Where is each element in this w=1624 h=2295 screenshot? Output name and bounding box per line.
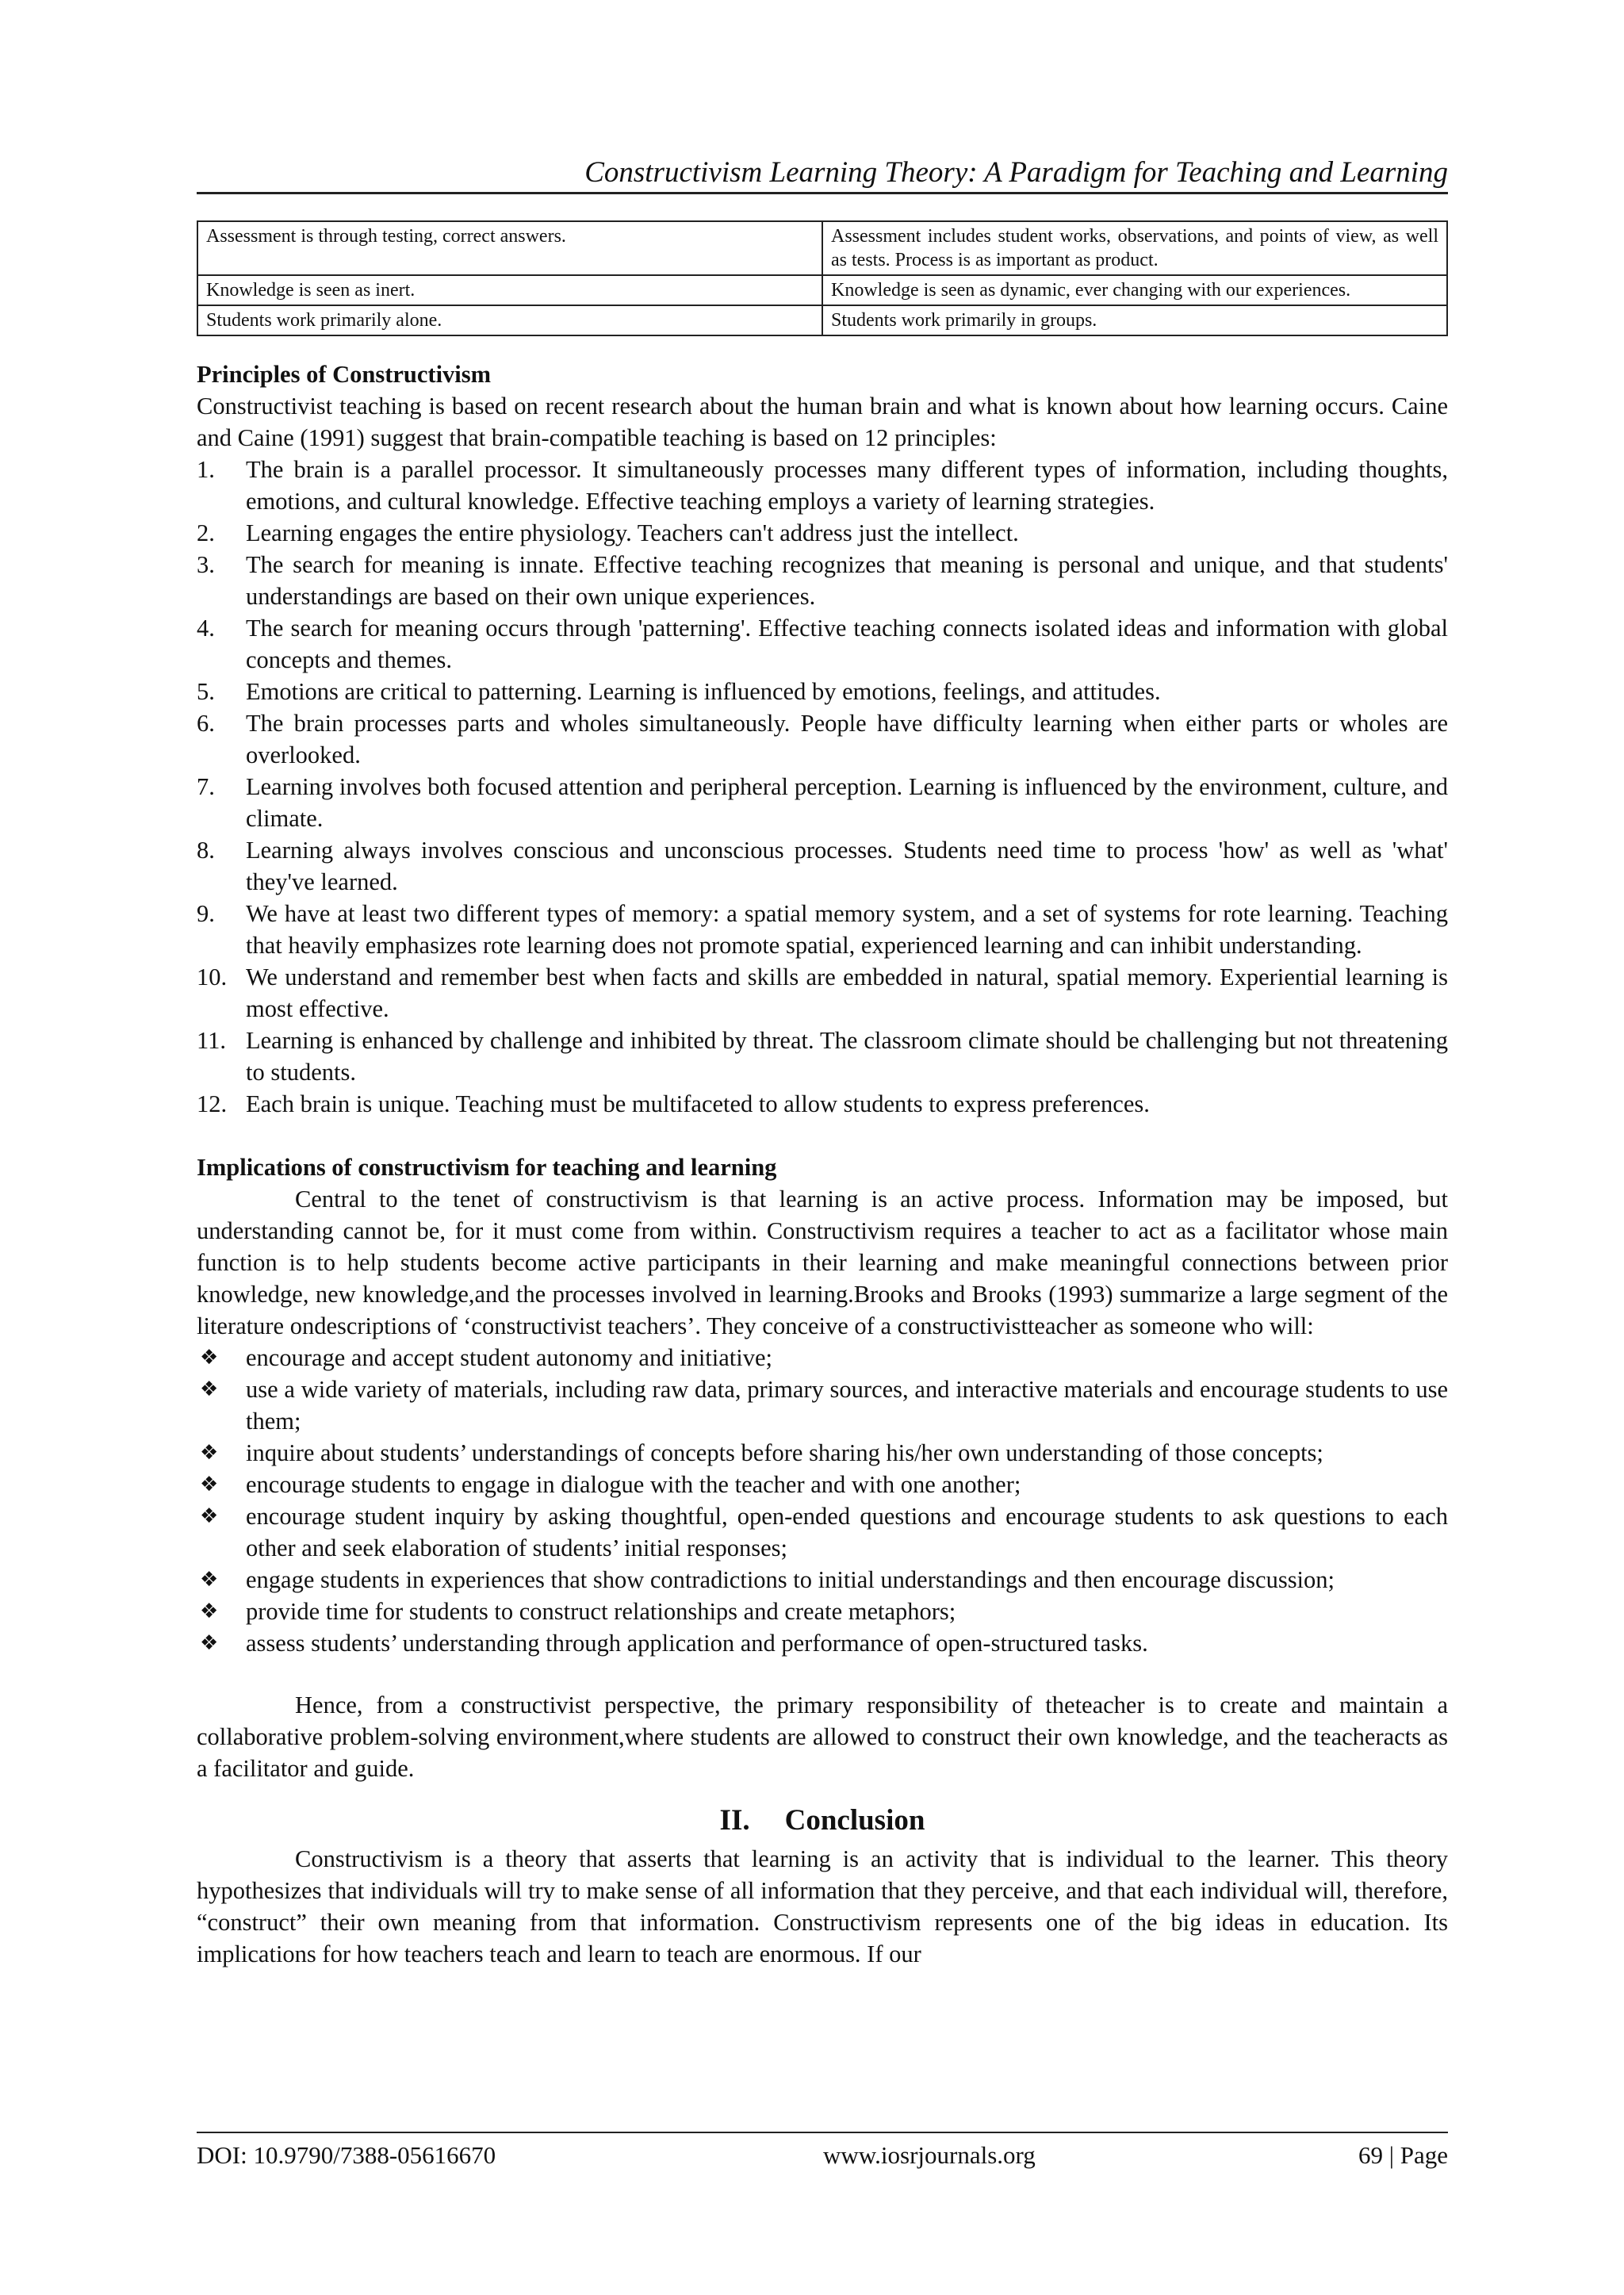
diamond-bullet-icon: ❖ bbox=[200, 1441, 219, 1465]
journal-site: www.iosrjournals.org bbox=[823, 2141, 1036, 2169]
table-cell: Assessment includes student works, observations, and points of view, as well as tests. Process is as important as product. bbox=[822, 221, 1447, 275]
list-item bbox=[197, 1564, 1448, 1596]
item-text: inquire about students’ understandings of concepts before sharing his/her own understanding of those concepts; bbox=[246, 1439, 1323, 1466]
item-text: provide time for students to construct relationships and create metaphors; bbox=[246, 1598, 956, 1625]
item-number: 12. bbox=[197, 1090, 228, 1117]
table-row bbox=[197, 305, 1447, 335]
list-item bbox=[197, 1025, 1448, 1088]
item-text: We have at least two different types of memory: a spatial memory system, and a set of systems for rote learning. Teaching that heavily emphasizes rote learning does not promote spatial, experienced learning and can inhibit understanding. bbox=[246, 900, 1448, 959]
item-number: 8. bbox=[197, 837, 215, 864]
list-item bbox=[197, 961, 1448, 1025]
item-text: encourage students to engage in dialogue with the teacher and with one another; bbox=[246, 1471, 1021, 1498]
section-numeral: II. bbox=[719, 1804, 750, 1837]
list-item bbox=[197, 898, 1448, 961]
table-row bbox=[197, 221, 1447, 275]
principles-intro: Constructivist teaching is based on recent research about the human brain and what is known about how learning occurs. Caine and Caine (1991) suggest that brain-compatible teaching is based on 12 principles: bbox=[197, 393, 1448, 451]
item-text: encourage and accept student autonomy and initiative; bbox=[246, 1344, 772, 1371]
item-number: 7. bbox=[197, 773, 215, 800]
list-item bbox=[197, 676, 1448, 707]
section-title: Conclusion bbox=[784, 1804, 925, 1837]
item-text: Each brain is unique. Teaching must be multifaceted to allow students to express preferences. bbox=[246, 1090, 1150, 1117]
conclusion-paragraph: Constructivism is a theory that asserts that learning is an activity that is individual to the learner. This theory hypothesizes that individuals will try to make sense of all information that they perceive, and that each individual will, therefore, “construct” their own meaning from that information. Constructivism represents one of the big ideas in education. Its implications for how teachers teach and learn to teach are enormous. If our bbox=[197, 1845, 1448, 1967]
list-item bbox=[197, 1469, 1448, 1500]
list-item bbox=[197, 1437, 1448, 1469]
item-number: 9. bbox=[197, 900, 215, 927]
list-item bbox=[197, 707, 1448, 771]
diamond-bullet-icon: ❖ bbox=[200, 1346, 219, 1370]
spacer bbox=[197, 1120, 1448, 1151]
list-item bbox=[197, 1627, 1448, 1659]
list-item bbox=[197, 1596, 1448, 1627]
item-text: assess students’ understanding through application and performance of open-structured tasks. bbox=[246, 1630, 1148, 1657]
item-number: 3. bbox=[197, 551, 215, 578]
table-cell: Assessment is through testing, correct answers. bbox=[197, 221, 822, 275]
list-item bbox=[197, 1342, 1448, 1374]
list-item bbox=[197, 549, 1448, 612]
table-row bbox=[197, 275, 1447, 305]
list-item bbox=[197, 834, 1448, 898]
diamond-bullet-icon: ❖ bbox=[200, 1631, 219, 1655]
footer-rule bbox=[197, 2132, 1448, 2133]
item-text: Learning involves both focused attention and peripheral perception. Learning is influenced by the environment, culture, and climate. bbox=[246, 773, 1448, 832]
item-text: We understand and remember best when facts and skills are embedded in natural, spatial memory. Experiential learning is most effective. bbox=[246, 964, 1448, 1022]
list-item bbox=[197, 1088, 1448, 1120]
table-cell: Students work primarily in groups. bbox=[822, 305, 1447, 335]
item-text: Emotions are critical to patterning. Learning is influenced by emotions, feelings, and attitudes. bbox=[246, 678, 1161, 705]
item-text: encourage student inquiry by asking thoughtful, open-ended questions and encourage students to ask questions to each other and seek elaboration of students’ initial responses; bbox=[246, 1503, 1448, 1561]
diamond-bullet-icon: ❖ bbox=[200, 1504, 219, 1528]
item-number: 1. bbox=[197, 456, 215, 483]
item-text: Learning is enhanced by challenge and inhibited by threat. The classroom climate should be challenging but not threatening to students. bbox=[246, 1027, 1448, 1086]
running-head: Constructivism Learning Theory: A Paradigm for Teaching and Learning bbox=[584, 156, 1448, 189]
table-cell: Students work primarily alone. bbox=[197, 305, 822, 335]
item-text: use a wide variety of materials, including raw data, primary sources, and interactive materials and encourage students to use them; bbox=[246, 1376, 1448, 1435]
doi-text: DOI: 10.9790/7388-05616670 bbox=[197, 2141, 496, 2169]
list-item bbox=[197, 517, 1448, 549]
item-number: 5. bbox=[197, 678, 215, 705]
item-number: 2. bbox=[197, 519, 215, 546]
implications-paragraph: Central to the tenet of constructivism is that learning is an active process. Information may be imposed, but understanding cannot be, for it must come from within. Constructivism requires a teacher to act as a facilitator whose main function is to help students become active participants in their learning and make meaningful connections between prior knowledge, new knowledge,and the processes involved in learning.Brooks and Brooks (1993) summarize a large segment of the literature ondescriptions of ‘constructivist teachers’. They conceive of a constructivistteacher as someone who will: bbox=[197, 1186, 1448, 1339]
list-item bbox=[197, 612, 1448, 676]
item-number: 4. bbox=[197, 615, 215, 642]
item-text: The brain is a parallel processor. It simultaneously processes many different types of information, including thoughts, emotions, and cultural knowledge. Effective teaching employs a variety of learning strategies. bbox=[246, 456, 1448, 515]
implications-heading: Implications of constructivism for teaching and learning bbox=[197, 1154, 777, 1181]
item-text: Learning always involves conscious and unconscious processes. Students need time to process 'how' as well as 'what' they've learned. bbox=[246, 837, 1448, 895]
comparison-table bbox=[197, 220, 1448, 336]
item-number: 10. bbox=[197, 964, 228, 990]
diamond-bullet-icon: ❖ bbox=[200, 1568, 219, 1592]
table-cell: Knowledge is seen as dynamic, ever changing with our experiences. bbox=[822, 275, 1447, 305]
item-text: The search for meaning occurs through 'patterning'. Effective teaching connects isolated ideas and information with global concepts and themes. bbox=[246, 615, 1448, 673]
principles-list bbox=[197, 454, 1448, 1120]
list-item bbox=[197, 1500, 1448, 1564]
page-number: 69 | Page bbox=[1358, 2141, 1448, 2169]
diamond-bullet-icon: ❖ bbox=[200, 1600, 219, 1623]
principles-heading: Principles of Constructivism bbox=[197, 361, 492, 388]
body-text bbox=[197, 358, 1448, 1970]
table-cell: Knowledge is seen as inert. bbox=[197, 275, 822, 305]
diamond-bullet-icon: ❖ bbox=[200, 1377, 219, 1401]
section-heading bbox=[197, 1805, 1448, 1837]
list-item bbox=[197, 454, 1448, 517]
list-item bbox=[197, 1374, 1448, 1437]
list-item bbox=[197, 771, 1448, 834]
item-text: The brain processes parts and wholes simultaneously. People have difficulty learning when either parts or wholes are overlooked. bbox=[246, 710, 1448, 768]
diamond-bullet-icon: ❖ bbox=[200, 1473, 219, 1496]
item-text: The search for meaning is innate. Effective teaching recognizes that meaning is personal and unique, and that students' understandings are based on their own unique experiences. bbox=[246, 551, 1448, 610]
teacher-traits-list bbox=[197, 1342, 1448, 1659]
item-text: engage students in experiences that show contradictions to initial understandings and then encourage discussion; bbox=[246, 1566, 1335, 1593]
item-number: 6. bbox=[197, 710, 215, 737]
item-text: Learning engages the entire physiology. Teachers can't address just the intellect. bbox=[246, 519, 1019, 546]
closing-paragraph: Hence, from a constructivist perspective, the primary responsibility of theteacher is to create and maintain a collaborative problem-solving environment,where students are allowed to construct their own knowledge, and the teacheracts as a facilitator and guide. bbox=[197, 1692, 1448, 1782]
spacer bbox=[197, 1659, 1448, 1689]
item-number: 11. bbox=[197, 1027, 226, 1054]
header-rule bbox=[197, 192, 1448, 194]
